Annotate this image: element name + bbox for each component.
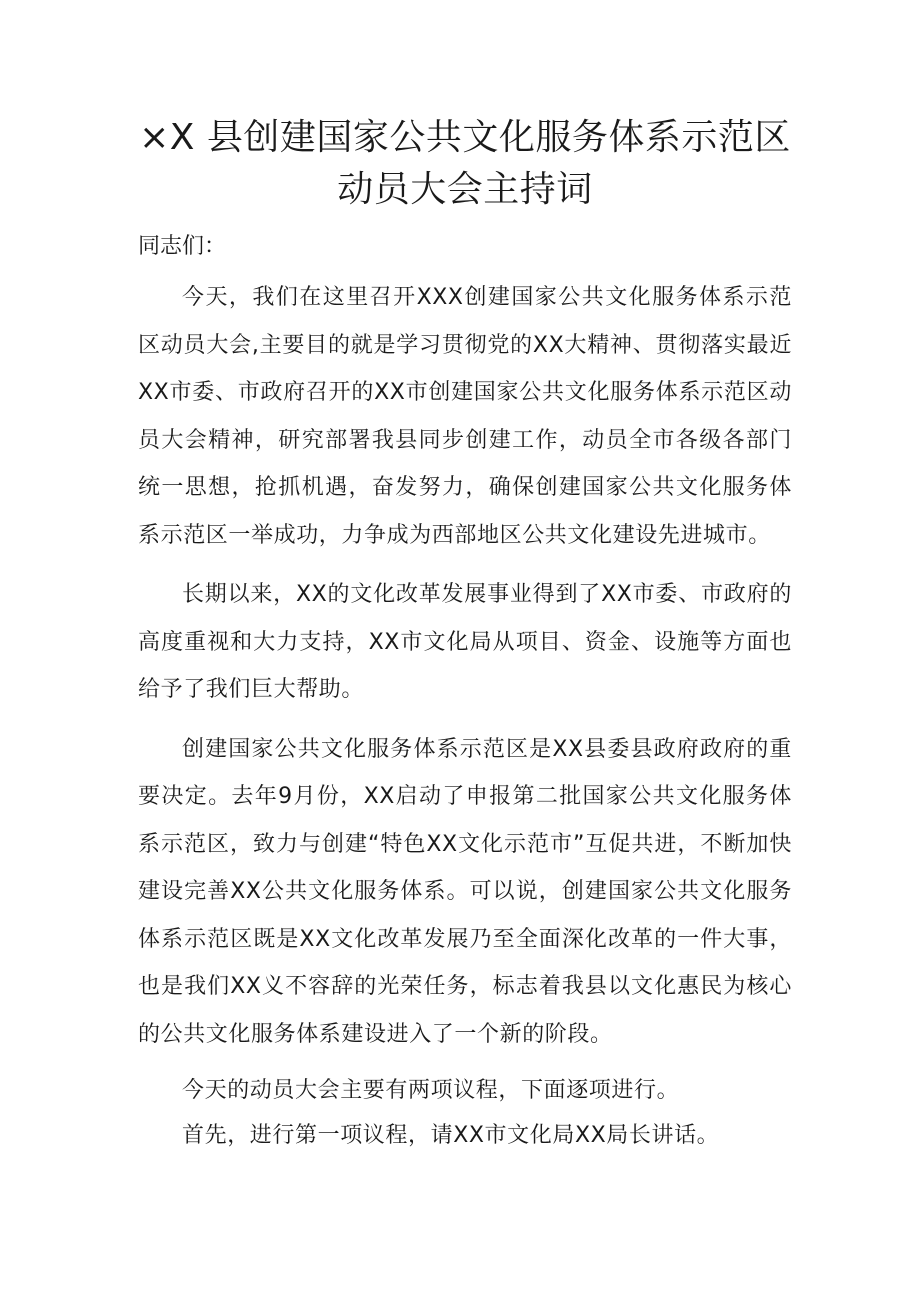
paragraph-support: 长期以来，XX的文化改革发展事业得到了XX市委、市政府的高度重视和大力支持，XX市文化局从项目、资金、设施等方面也给予了我们巨大帮助。 [138,582,792,702]
paragraph-decision: 创建国家公共文化服务体系示范区是XX县委县政府政府的重要决定。去年9月份，XX启动了申报第二批国家公共文化服务体系示范区，致力与创建“特色XX文化示范市”互促共进，不断加快建设完善XX公共文化服务体系。可以说，创建国家公共文化服务体系示范区既是XX文化改革发展乃至全面深化改革的一件大事，也是我们XX义不容辞的光荣任务，标志着我县以文化惠民为核心的公共文化服务体系建设进入了一个新的阶段。 [138,736,792,1047]
paragraph-opening: 今天，我们在这里召开XXX创建国家公共文化服务体系示范区动员大会,主要目的就是学习贯彻党的XX大精神、贯彻落实最近XX市委、市政府召开的XX市创建国家公共文化服务体系示范区动员大会精神，研究部署我县同步创建工作，动员全市各级各部门统一思想，抢抓机遇，奋发努力，确保创建国家公共文化服务体系示范区一举成功，力争成为西部地区公共文化建设先进城市。 [138,285,792,548]
salutation: 同志们： [138,234,227,259]
paragraph-first-item: 首先，进行第一项议程，请XX市文化局XX局长讲话。 [182,1123,720,1148]
title-line-1: ×X 县创建国家公共文化服务体系示范区 [139,117,791,158]
title-line-2: 动员大会主持词 [337,169,593,210]
document-title [138,112,792,216]
paragraph-agenda: 今天的动员大会主要有两项议程，下面逐项进行。 [182,1078,680,1103]
